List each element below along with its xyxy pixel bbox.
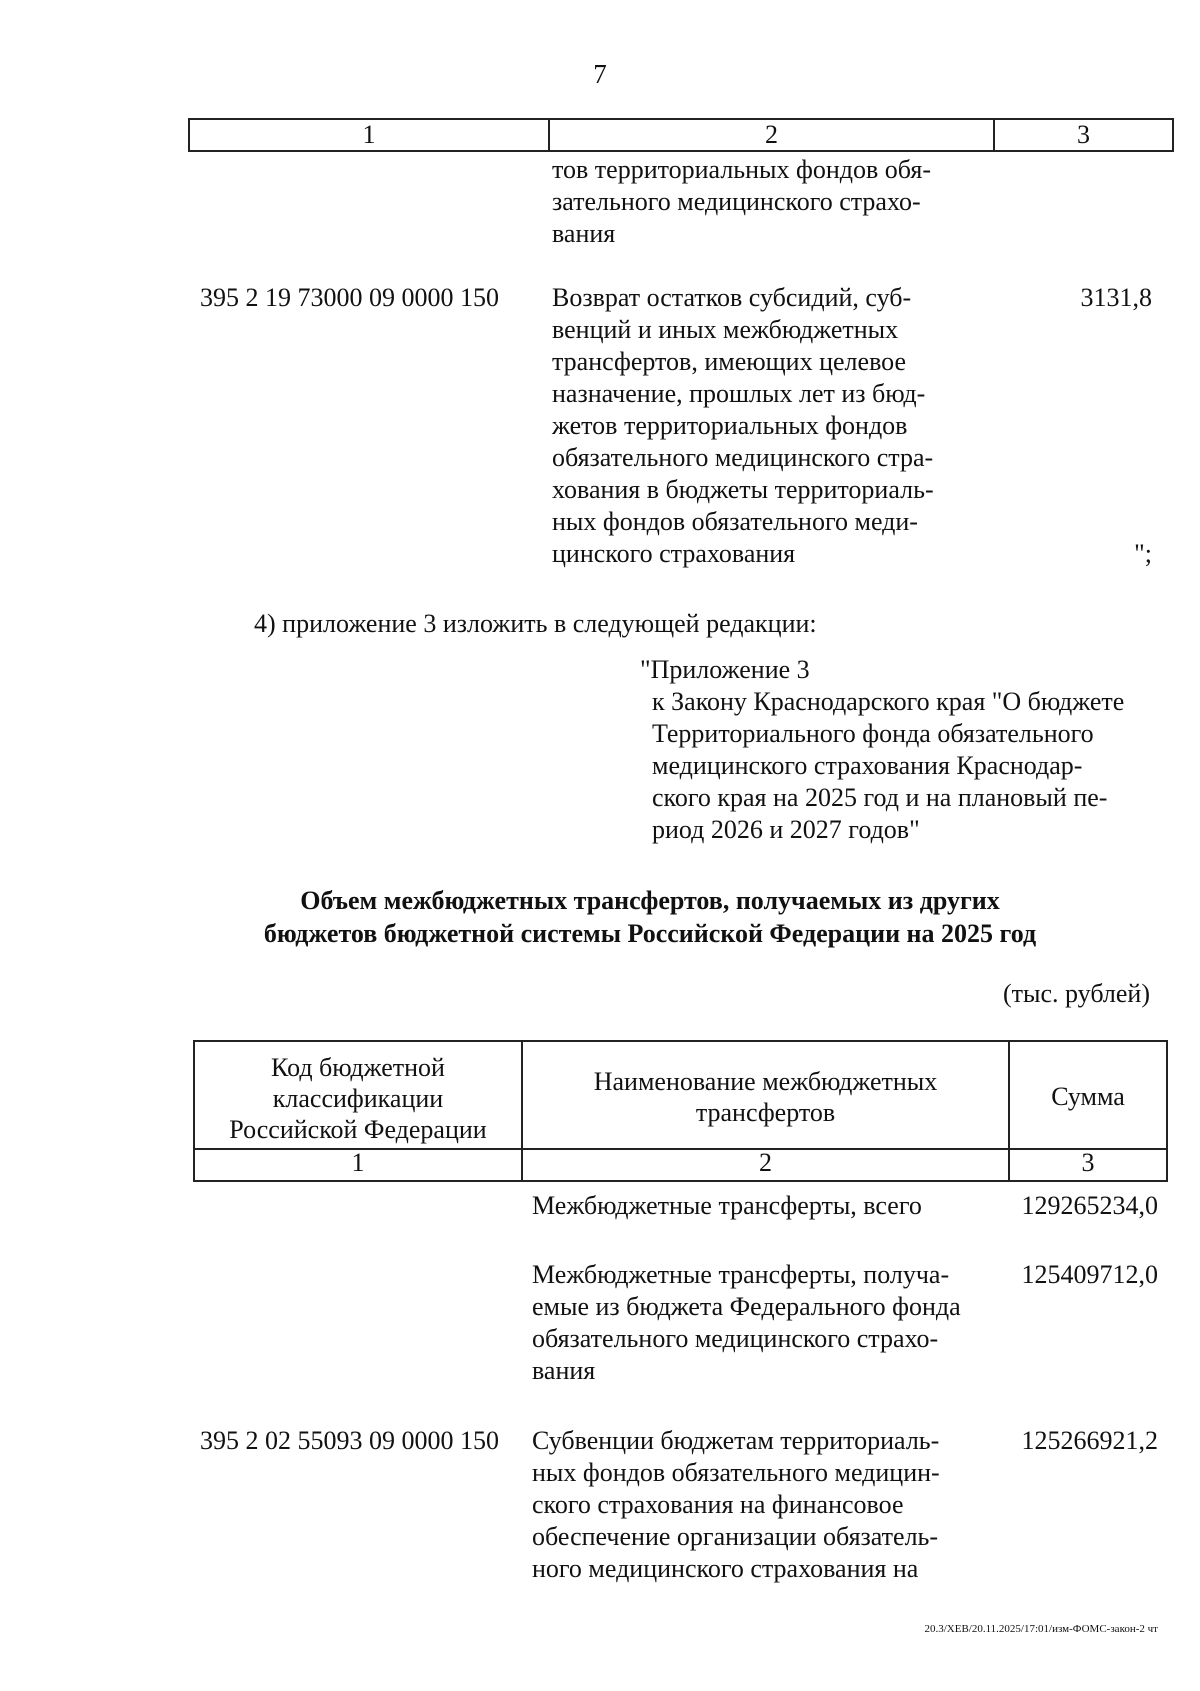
main-row-2-name-line: Межбюджетные трансферты, получа- <box>532 1260 950 1289</box>
main-row-2-name-line: вания <box>532 1356 596 1385</box>
main-row-1-name <box>532 1190 992 1222</box>
top-row-amount: 3131,8 <box>1080 283 1152 312</box>
top-header-col-1: 1 <box>190 120 550 150</box>
top-row-name-line: ных фондов обязательного меди- <box>552 507 918 536</box>
top-row-code: 395 2 19 73000 09 0000 150 <box>200 283 499 312</box>
appendix-header <box>640 654 1160 846</box>
top-row-name-line: цинского страхования <box>552 539 796 568</box>
appendix-line: риод 2026 и 2027 годов" <box>652 815 920 844</box>
main-header-code-line: классификации <box>272 1084 444 1113</box>
page-number: 7 <box>593 59 607 89</box>
document-title <box>150 884 1150 950</box>
main-row-3-name-line: ных фондов обязательного медицин- <box>532 1458 940 1487</box>
main-row-3-name-line: обеспечение организации обязатель- <box>532 1522 939 1551</box>
top-row-name-line: Возврат остатков субсидий, суб- <box>552 283 912 312</box>
closing-quote-mark: "; <box>1134 539 1152 568</box>
main-header-sum <box>1010 1042 1166 1148</box>
top-row-name-line: обязательного медицинского стра- <box>552 443 934 472</box>
appendix-line: медицинского страхования Краснодар- <box>652 751 1083 780</box>
item-4-text: 4) приложение 3 изложить в следующей редакции: <box>254 609 817 638</box>
top-row-name-line: венций и иных межбюджетных <box>552 315 899 344</box>
main-row-3-amount: 125266921,2 <box>1021 1426 1158 1455</box>
title-line: Объем межбюджетных трансфертов, получаемых из других <box>300 886 1000 915</box>
continuation-text: тов территориальных фондов обя- зательного медицинского страхо- вания <box>552 155 931 248</box>
title-line: бюджетов бюджетной системы Российской Федерации на 2025 год <box>263 919 1037 948</box>
main-number-col-1: 1 <box>195 1148 523 1180</box>
main-row-3-name-line: ского страхования на финансовое <box>532 1490 904 1519</box>
main-header-name-line: трансфертов <box>695 1098 836 1127</box>
main-table-numbers <box>193 1148 1168 1182</box>
main-row-2-name-line: емые из бюджета Федерального фонда <box>532 1292 961 1321</box>
main-row-2-amount: 125409712,0 <box>1021 1260 1158 1289</box>
appendix-first-line: "Приложение 3 <box>640 655 810 684</box>
main-row-3-name <box>532 1425 992 1585</box>
main-row-3-code: 395 2 02 55093 09 0000 150 <box>200 1426 499 1455</box>
top-row-name-line: трансфертов, имеющих целевое <box>552 347 907 376</box>
main-row-2-name-line: обязательного медицинского страхо- <box>532 1324 939 1353</box>
main-header-name-line: Наименование межбюджетных <box>593 1067 938 1096</box>
top-row-name-line: хования в бюджеты территориаль- <box>552 475 934 504</box>
main-row-2-name <box>532 1259 992 1387</box>
top-header-col-3: 3 <box>1077 120 1090 149</box>
top-row-name-line: жетов территориальных фондов <box>552 411 908 440</box>
footer-reference: 20.3/ХЕВ/20.11.2025/17:01/изм-ФОМС-закон-2 чт <box>924 1623 1158 1635</box>
main-header-code-line: Российской Федерации <box>229 1115 487 1144</box>
main-row-1-name-line: Межбюджетные трансферты, всего <box>532 1191 922 1220</box>
top-table-header <box>188 118 1174 152</box>
main-number-col-3: 3 <box>1081 1148 1095 1177</box>
main-header-name <box>523 1042 1010 1148</box>
top-row-name-line: назначение, прошлых лет из бюд- <box>552 379 926 408</box>
appendix-line: ского края на 2025 год и на плановый пе- <box>652 783 1108 812</box>
main-header-code <box>195 1042 523 1148</box>
units-label: (тыс. рублей) <box>1002 979 1150 1008</box>
main-row-3-name-line: Субвенции бюджетам территориаль- <box>532 1426 940 1455</box>
appendix-line: к Закону Краснодарского края "О бюджете <box>652 687 1125 716</box>
main-header-sum-line: Сумма <box>1051 1082 1125 1111</box>
main-row-3-name-line: ного медицинского страхования на <box>532 1554 919 1583</box>
main-header-code-line: Код бюджетной <box>271 1053 445 1082</box>
top-header-col-2: 2 <box>550 120 995 150</box>
main-table-header <box>193 1040 1168 1150</box>
main-row-1-amount: 129265234,0 <box>1021 1191 1158 1220</box>
top-row-name <box>552 282 977 570</box>
main-number-col-2: 2 <box>523 1148 1010 1180</box>
appendix-line: Территориального фонда обязательного <box>652 719 1094 748</box>
